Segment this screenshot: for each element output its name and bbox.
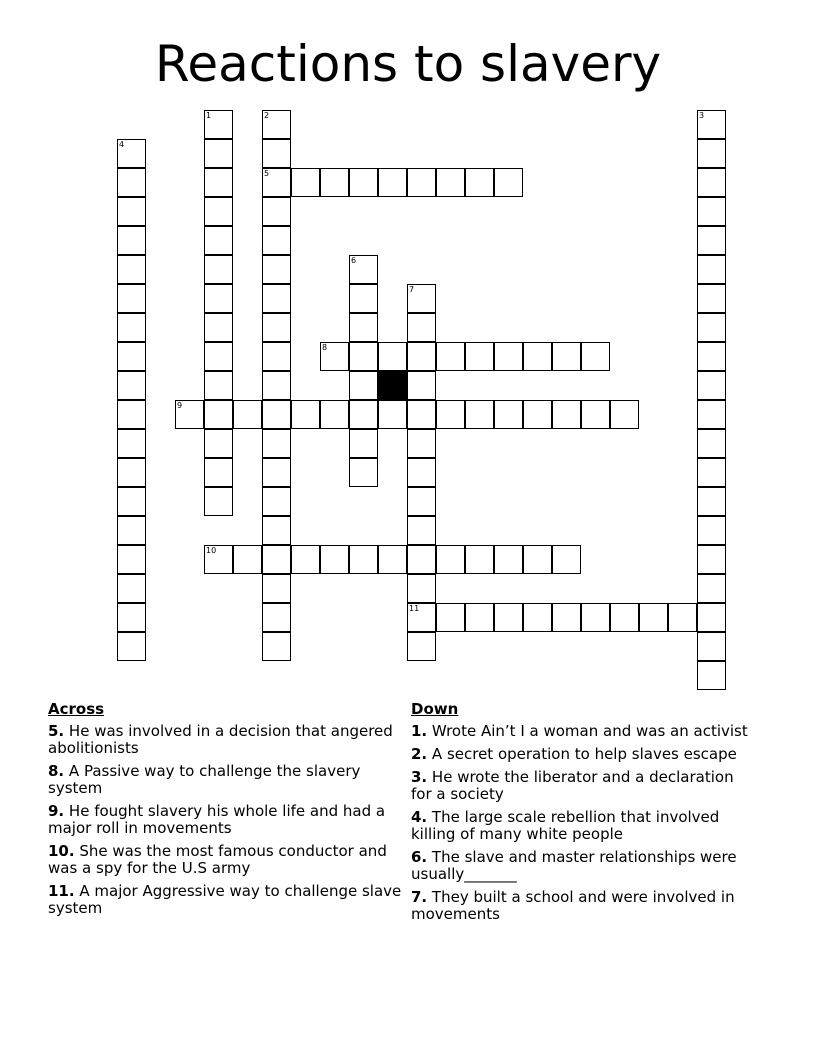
down-clue-7: 7. They built a school and were involved in movements [411,888,735,923]
grid-cell[interactable] [697,458,726,487]
grid-cell[interactable] [320,342,349,371]
grid-cell[interactable] [436,168,465,197]
grid-cell[interactable] [639,603,668,632]
clue-number: 8 [322,343,328,352]
grid-cell[interactable] [117,284,146,313]
grid-cell[interactable] [697,110,726,139]
grid-cell[interactable] [349,458,378,487]
across-heading: Across [48,700,105,718]
grid-cell[interactable] [262,603,291,632]
grid-cell[interactable] [494,545,523,574]
grid-cell[interactable] [378,545,407,574]
grid-cell[interactable] [349,545,378,574]
grid-cell[interactable] [262,545,291,574]
grid-cell[interactable] [610,603,639,632]
grid-cell[interactable] [523,342,552,371]
grid-cell[interactable] [378,342,407,371]
grid-cell[interactable] [233,400,262,429]
grid-cell[interactable] [117,168,146,197]
down-clue-3: 3. He wrote the liberator and a declaration for a society [411,768,734,803]
grid-cell[interactable] [697,545,726,574]
grid-cell[interactable] [465,168,494,197]
grid-cell[interactable] [697,313,726,342]
grid-cell[interactable] [465,603,494,632]
across-clue-9: 9. He fought slavery his whole life and had a major roll in movements [48,802,386,837]
grid-cell[interactable] [262,139,291,168]
grid-cell[interactable] [320,545,349,574]
clue-number: 2 [264,111,270,120]
clue-number: 9 [177,401,183,410]
grid-cell[interactable] [697,139,726,168]
down-clue-2: 2. A secret operation to help slaves escape [411,745,737,763]
grid-cell[interactable] [349,429,378,458]
grid-cell[interactable] [204,168,233,197]
grid-cell[interactable] [436,400,465,429]
clue-number: 3 [699,111,705,120]
grid-cell[interactable] [262,342,291,371]
grid-cell[interactable] [117,400,146,429]
grid-cell[interactable] [349,313,378,342]
grid-cell[interactable] [378,400,407,429]
grid-cell[interactable] [436,603,465,632]
grid-cell[interactable] [262,110,291,139]
grid-cell[interactable] [407,574,436,603]
grid-cell[interactable] [117,603,146,632]
grid-cell[interactable] [320,168,349,197]
grid-cell[interactable] [697,168,726,197]
grid-cell[interactable] [262,458,291,487]
clue-number: 11 [409,604,420,613]
grid-cell[interactable] [523,400,552,429]
grid-cell[interactable] [262,400,291,429]
down-clue-1: 1. Wrote Ain’t I a woman and was an activist [411,722,748,740]
down-heading: Down [411,700,459,718]
grid-cell[interactable] [204,255,233,284]
grid-cell[interactable] [204,342,233,371]
grid-cell[interactable] [378,168,407,197]
grid-cell[interactable] [262,574,291,603]
grid-cell[interactable] [407,516,436,545]
grid-cell[interactable] [262,516,291,545]
grid-cell[interactable] [581,603,610,632]
grid-cell[interactable] [291,545,320,574]
clue-number: 10 [206,546,217,555]
grid-cell[interactable] [117,574,146,603]
grid-cell[interactable] [262,255,291,284]
across-clue-5: 5. He was involved in a decision that angered abolitionists [48,722,393,757]
grid-cell[interactable] [204,400,233,429]
grid-cell[interactable] [697,516,726,545]
grid-cell[interactable] [117,139,146,168]
down-clue-6: 6. The slave and master relationships were usually_______ [411,848,737,883]
grid-cell[interactable] [523,603,552,632]
grid-cell[interactable] [465,545,494,574]
grid-cell[interactable] [175,400,204,429]
grid-cell[interactable] [349,342,378,371]
clue-number: 1 [206,111,212,120]
grid-cell[interactable] [117,342,146,371]
across-clues [48,700,403,923]
grid-cell[interactable] [262,632,291,661]
grid-cell[interactable] [552,342,581,371]
grid-cell[interactable] [581,400,610,429]
grid-cell[interactable] [262,284,291,313]
grid-cell[interactable] [262,197,291,226]
grid-cell[interactable] [262,313,291,342]
grid-cell[interactable] [262,429,291,458]
grid-cell[interactable] [349,168,378,197]
grid-cell[interactable] [204,284,233,313]
grid-cell[interactable] [697,255,726,284]
clue-number: 6 [351,256,357,265]
grid-cell[interactable] [465,400,494,429]
grid-cell[interactable] [436,342,465,371]
grid-cell[interactable] [117,429,146,458]
grid-cell[interactable] [349,255,378,284]
grid-cell[interactable] [407,400,436,429]
grid-cell[interactable] [407,545,436,574]
grid-cell[interactable] [697,429,726,458]
across-clue-10: 10. She was the most famous conductor and was a spy for the U.S army [48,842,387,877]
grid-cell[interactable] [668,603,697,632]
grid-cell[interactable] [320,400,349,429]
grid-cell[interactable] [204,429,233,458]
grid-cell[interactable] [436,545,465,574]
grid-cell[interactable] [407,429,436,458]
grid-cell[interactable] [204,313,233,342]
grid-cell[interactable] [117,632,146,661]
grid-cell[interactable] [407,632,436,661]
grid-cell[interactable] [204,226,233,255]
grid-cell[interactable] [204,110,233,139]
grid-cell[interactable] [697,197,726,226]
grid-cell[interactable] [117,487,146,516]
grid-cell[interactable] [610,400,639,429]
grid-cell[interactable] [117,545,146,574]
grid-cell[interactable] [697,574,726,603]
grid-cell[interactable] [552,603,581,632]
grid-cell[interactable] [697,603,726,632]
grid-cell[interactable] [204,197,233,226]
grid-cell[interactable] [117,516,146,545]
grid-cell[interactable] [117,197,146,226]
black-cell [378,371,407,400]
grid-cell[interactable] [204,371,233,400]
grid-cell[interactable] [117,313,146,342]
grid-cell[interactable] [117,458,146,487]
grid-cell[interactable] [262,371,291,400]
grid-cell[interactable] [407,458,436,487]
grid-cell[interactable] [407,487,436,516]
grid-cell[interactable] [349,371,378,400]
across-clue-11: 11. A major Aggressive way to challenge slave system [48,882,402,917]
grid-cell[interactable] [407,313,436,342]
grid-cell[interactable] [204,545,233,574]
grid-cell[interactable] [697,371,726,400]
grid-cell[interactable] [697,632,726,661]
grid-cell[interactable] [204,487,233,516]
grid-cell[interactable] [262,226,291,255]
grid-cell[interactable] [552,400,581,429]
grid-cell[interactable] [697,342,726,371]
grid-cell[interactable] [494,342,523,371]
grid-cell[interactable] [117,255,146,284]
grid-cell[interactable] [581,342,610,371]
down-clue-4: 4. The large scale rebellion that involved killing of many white people [411,808,720,843]
grid-cell[interactable] [117,371,146,400]
clue-number: 5 [264,169,270,178]
grid-cell[interactable] [494,603,523,632]
grid-cell[interactable] [204,139,233,168]
grid-cell[interactable] [407,603,436,632]
grid-cell[interactable] [697,661,726,690]
clue-number: 7 [409,285,415,294]
across-clue-8: 8. A Passive way to challenge the slavery system [48,762,361,797]
grid-cell[interactable] [204,458,233,487]
grid-cell[interactable] [465,342,494,371]
grid-cell[interactable] [494,168,523,197]
grid-cell[interactable] [494,400,523,429]
grid-cell[interactable] [349,284,378,313]
grid-cell[interactable] [697,487,726,516]
grid-cell[interactable] [117,226,146,255]
grid-cell[interactable] [407,371,436,400]
grid-cell[interactable] [291,400,320,429]
grid-cell[interactable] [262,168,291,197]
grid-cell[interactable] [233,545,262,574]
grid-cell[interactable] [697,400,726,429]
clue-number: 4 [119,140,125,149]
grid-cell[interactable] [407,342,436,371]
grid-cell[interactable] [262,487,291,516]
down-clues [411,700,756,929]
grid-cell[interactable] [407,168,436,197]
grid-cell[interactable] [697,284,726,313]
grid-cell[interactable] [407,284,436,313]
grid-cell[interactable] [523,545,552,574]
grid-cell[interactable] [552,545,581,574]
grid-cell[interactable] [697,226,726,255]
puzzle-title: Reactions to slavery [154,35,662,93]
grid-cell[interactable] [291,168,320,197]
grid-cell[interactable] [349,400,378,429]
